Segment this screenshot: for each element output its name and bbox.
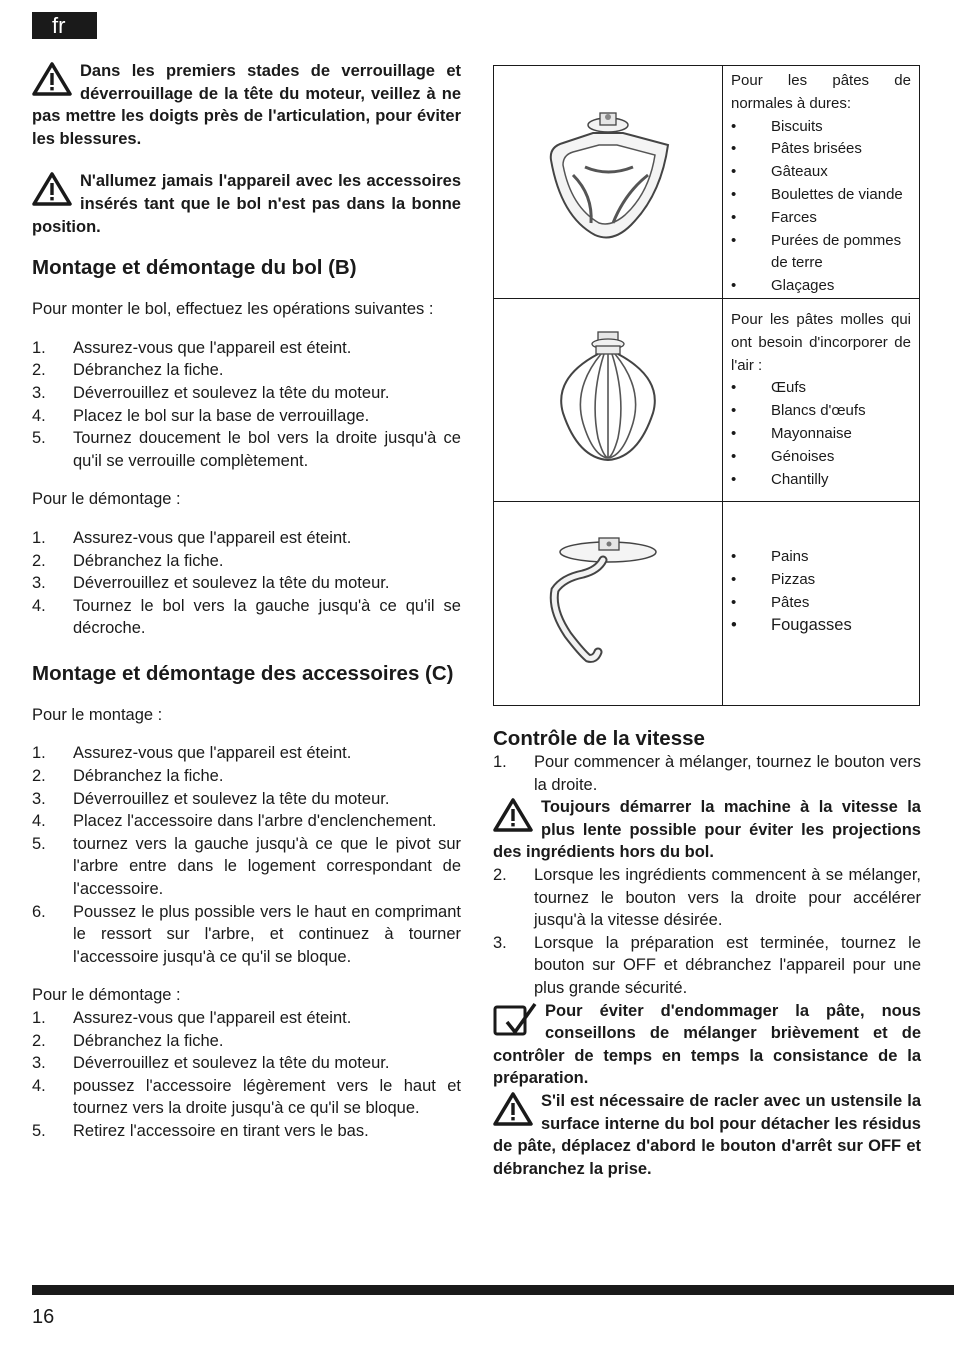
list-item: 3. Déverrouillez et soulevez la tête du moteur. bbox=[32, 1054, 390, 1073]
section-accessories-title: Montage et démontage des accessoires (C) bbox=[32, 661, 454, 685]
table-row bbox=[494, 66, 920, 299]
list-item: • Pâtes brisées bbox=[731, 140, 862, 158]
accessories-table bbox=[493, 65, 920, 706]
list-item: 3. Déverrouillez et soulevez la tête du moteur. bbox=[32, 574, 390, 593]
tip-text: Pour éviter d'endommager la pâte, nous conseillons de mélanger brièvement et de contrôler de temps en temps la consistance de la préparation. bbox=[493, 1001, 921, 1088]
list-item: 4. poussez l'accessoire légèrement vers le haut et tournez vers la droite jusqu'à ce qu'il se bloque. bbox=[32, 1076, 461, 1118]
list-item: 3. Lorsque la préparation est terminée, tournez le bouton sur OFF et débranchez l'appareil pour une plus grande sécurité. bbox=[493, 933, 921, 997]
warning-icon bbox=[32, 172, 72, 206]
list-item: • Blancs d'œufs bbox=[731, 402, 866, 420]
whisk-cell bbox=[494, 299, 723, 502]
footer-rule bbox=[32, 1285, 954, 1295]
list-item: 2. Débranchez la fiche. bbox=[32, 1031, 224, 1050]
list-item: • Chantilly bbox=[731, 470, 829, 488]
description-intro: Pour les pâtes molles qui ont besoin d'incorporer de l'air : bbox=[731, 311, 911, 374]
list-item: 2. Lorsque les ingrédients commencent à se mélanger, tournez le bouton vers la droite pour accélérer jusqu'à la vitesse désirée. bbox=[493, 865, 921, 930]
list-item: • Fougasses bbox=[731, 616, 852, 635]
accessories-mount-intro: Pour le montage : bbox=[32, 705, 163, 724]
list-item: 1. Assurez-vous que l'appareil est éteint. bbox=[32, 528, 352, 547]
speed-steps-2 bbox=[493, 864, 921, 1000]
warning-icon bbox=[493, 1092, 533, 1126]
list-item: • Farces bbox=[731, 208, 817, 226]
list-item: 3. Déverrouillez et soulevez la tête du moteur. bbox=[32, 789, 390, 808]
warning-motor-head bbox=[32, 60, 461, 150]
list-item: 4. Placez le bol sur la base de verrouillage. bbox=[32, 406, 370, 425]
warning-text: Toujours démarrer la machine à la vitesse la plus lente possible pour éviter les projections des ingrédients hors du bol. bbox=[493, 798, 921, 862]
dough-hook-uses bbox=[731, 546, 911, 637]
speed-control-title: Contrôle de la vitesse bbox=[493, 727, 705, 750]
flat-beater-uses bbox=[731, 116, 911, 298]
list-item: • Biscuits bbox=[731, 117, 823, 135]
dough-hook-cell bbox=[494, 502, 723, 706]
list-item: • Boulettes de viande bbox=[731, 185, 903, 203]
list-item: • Œufs bbox=[731, 379, 807, 397]
list-item: • Pâtes bbox=[731, 593, 810, 611]
warning-bowl-position bbox=[32, 170, 461, 238]
tip-note bbox=[493, 1000, 921, 1090]
accessories-unmount-steps bbox=[32, 1007, 461, 1143]
list-item: • Pains bbox=[731, 548, 809, 565]
list-item: • Gâteaux bbox=[731, 163, 828, 181]
list-item: 6. Poussez le plus possible vers le haut en comprimant le ressort sur l'arbre, et continuez à tourner l'accessoire jusqu'à ce qu'il se bloque. bbox=[32, 902, 461, 966]
flat-beater-icon bbox=[533, 105, 683, 255]
bowl-unmount-steps bbox=[32, 527, 461, 640]
speed-control-section bbox=[493, 727, 921, 1180]
language-tag: fr bbox=[32, 12, 97, 39]
list-item: 4. Placez l'accessoire dans l'arbre d'enclenchement. bbox=[32, 812, 437, 831]
bowl-unmount-intro: Pour le démontage : bbox=[32, 490, 181, 509]
list-item: 3. Déverrouillez et soulevez la tête du moteur. bbox=[32, 383, 390, 402]
warning-icon bbox=[493, 798, 533, 832]
list-item: 1. Assurez-vous que l'appareil est éteint. bbox=[32, 744, 352, 763]
accessories-unmount-intro: Pour le démontage : bbox=[32, 986, 181, 1005]
warning-icon bbox=[32, 62, 72, 96]
list-item: 1. Assurez-vous que l'appareil est éteint. bbox=[32, 338, 352, 357]
warning-text: Dans les premiers stades de verrouillage et déverrouillage de la tête du moteur, veillez à ne pas mettre les doigts près de l'articulation, pour éviter les blessures. bbox=[32, 62, 461, 148]
list-item: 1. Assurez-vous que l'appareil est éteint. bbox=[32, 1009, 352, 1027]
left-column bbox=[32, 60, 461, 1143]
page-number: 16 bbox=[32, 1306, 55, 1328]
list-item: 2. Débranchez la fiche. bbox=[32, 551, 224, 570]
list-item: • Purées de pommes de terre bbox=[731, 231, 902, 272]
accessories-mount-steps bbox=[32, 742, 461, 968]
bowl-mount-steps bbox=[32, 337, 461, 473]
flat-beater-description bbox=[723, 66, 920, 299]
section-bowl-title: Montage et démontage du bol (B) bbox=[32, 256, 357, 280]
dough-hook-icon bbox=[543, 530, 673, 670]
list-item: • Mayonnaise bbox=[731, 424, 852, 442]
list-item: 5. Retirez l'accessoire en tirant vers le bas. bbox=[32, 1121, 369, 1140]
description-intro: Pour les pâtes de normales à dures: bbox=[731, 72, 911, 112]
warning-scraping bbox=[493, 1090, 921, 1180]
list-item: 4. Tournez le bol vers la gauche jusqu'à ce qu'il se décroche. bbox=[32, 596, 461, 638]
speed-steps-1 bbox=[493, 751, 921, 796]
whisk-icon bbox=[548, 328, 668, 468]
section-bowl-intro: Pour monter le bol, effectuez les opérations suivantes : bbox=[32, 300, 434, 319]
warning-text: N'allumez jamais l'appareil avec les accessoires insérés tant que le bol n'est pas dans la bonne position. bbox=[32, 172, 461, 236]
table-row bbox=[494, 299, 920, 502]
list-item: 2. Débranchez la fiche. bbox=[32, 767, 224, 786]
dough-hook-description bbox=[723, 502, 920, 706]
list-item: • Pizzas bbox=[731, 570, 816, 588]
list-item: • Génoises bbox=[731, 447, 835, 465]
list-item: 5. tournez vers la gauche jusqu'à ce que le pivot sur l'arbre entre dans le logement correspondant de l'accessoire. bbox=[32, 834, 461, 899]
warning-text: S'il est nécessaire de racler avec un ustensile la surface interne du bol pour détacher les résidus de pâte, déplacez d'abord le bouton d'arrêt sur OFF et débranchez la prise. bbox=[493, 1091, 921, 1178]
table-row bbox=[494, 502, 920, 706]
checkbox-tip-icon bbox=[493, 1002, 537, 1036]
list-item: 5. Tournez doucement le bol vers la droite jusqu'à ce qu'il se verrouille complètement. bbox=[32, 429, 461, 470]
list-item: 2. Débranchez la fiche. bbox=[32, 361, 224, 380]
whisk-uses bbox=[731, 377, 911, 491]
list-item: • Glaçages bbox=[731, 277, 835, 295]
flat-beater-cell bbox=[494, 66, 723, 299]
whisk-description bbox=[723, 299, 920, 502]
warning-lowest-speed bbox=[493, 796, 921, 864]
list-item: 1. Pour commencer à mélanger, tournez le bouton vers la droite. bbox=[493, 753, 921, 794]
